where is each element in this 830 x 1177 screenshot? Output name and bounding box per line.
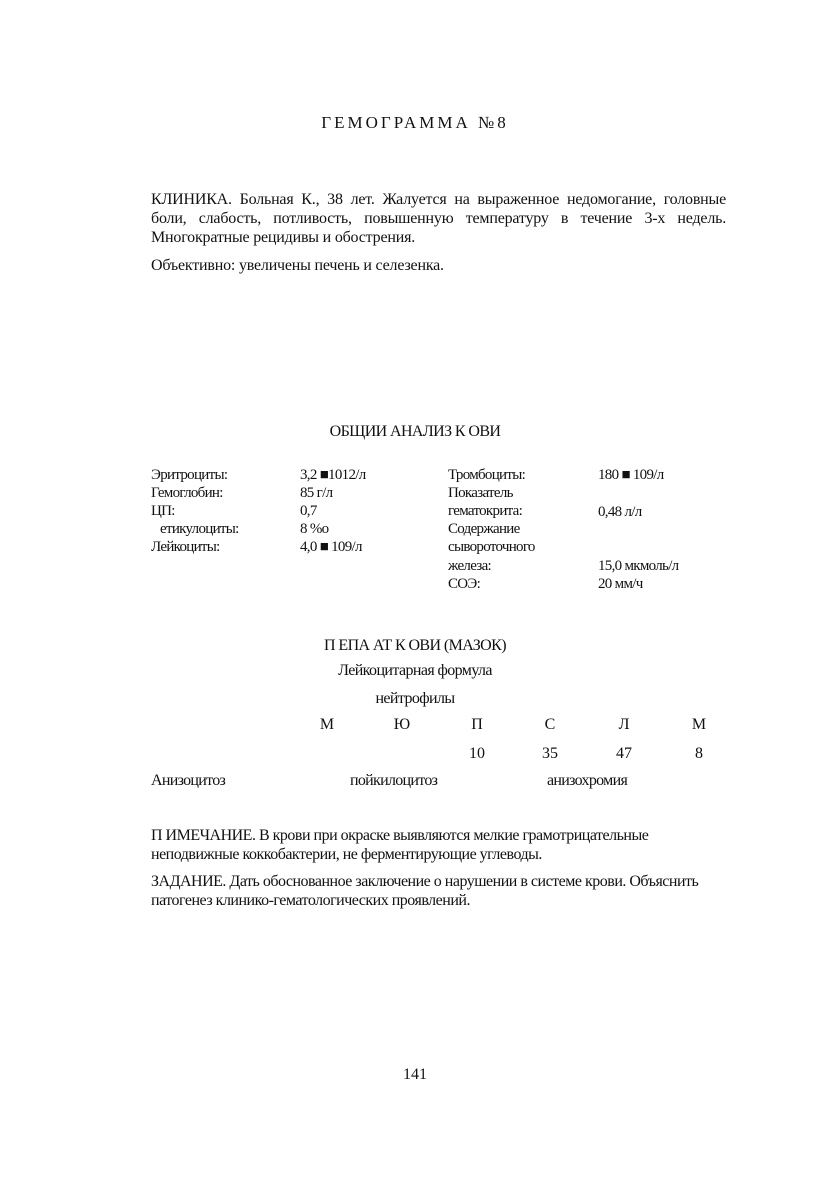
- label-iron-2: сывороточного: [448, 539, 535, 555]
- blood-analysis-heading: ОБЩИИ АНАЛИЗ К ОВИ: [329, 423, 501, 440]
- label-leukocytes: Лейкоциты:: [151, 539, 220, 555]
- value-erythrocytes: 3,2 ■1012/л: [300, 467, 366, 483]
- value-hemoglobin: 85 г/л: [300, 485, 333, 501]
- label-erythrocytes: Эритроциты:: [151, 467, 228, 483]
- neutrophils-label: нейтрофилы: [375, 690, 455, 707]
- formula-value-lymphocytes: 47: [616, 745, 632, 762]
- value-iron: 15,0 мкмоль/л: [598, 558, 679, 574]
- objective-paragraph: Объективно: увеличены печень и селезенка.: [151, 257, 444, 274]
- label-iron-1: Содержание: [448, 521, 520, 537]
- morphology-anisochromia: анизохромия: [547, 772, 628, 789]
- label-platelets: Тромбоциты:: [448, 467, 526, 483]
- label-hematocrit-2: гематокрита:: [448, 503, 523, 519]
- formula-header-segmented: С: [544, 716, 556, 733]
- label-iron-3: железа:: [448, 558, 492, 574]
- formula-value-band: 10: [469, 745, 485, 762]
- value-hematocrit: 0,48 л/л: [598, 504, 642, 520]
- label-esr: СОЭ:: [448, 576, 481, 592]
- label-hemoglobin: Гемоглобин:: [151, 485, 223, 501]
- formula-header-monocytes: М: [691, 716, 707, 733]
- clinic-paragraph: КЛИНИКА. Больная К., 38 лет. Жалуется на выраженное недомогание, головные боли, слабость, потливость, повышенную температуру в течение 3-х недель. Многократные рецидивы и обострения.: [151, 191, 726, 246]
- task-paragraph: ЗАДАНИЕ. Дать обоснованное заключение о нарушении в системе крови. Объяснить патогенез клинико-гематологических проявлений.: [151, 873, 699, 909]
- value-reticulocytes: 8 %о: [300, 521, 329, 537]
- morphology-anisocytosis: Анизоцитоз: [151, 772, 226, 789]
- formula-header-lymphocytes: Л: [618, 716, 630, 733]
- morphology-poikilocytosis: пойкилоцитоз: [350, 772, 438, 789]
- value-esr: 20 мм/ч: [598, 576, 643, 592]
- label-reticulocytes: етикулоциты:: [160, 521, 239, 537]
- value-platelets: 180 ■ 109/л: [598, 467, 664, 483]
- document-title: ГЕМОГРАММА №8: [321, 113, 509, 132]
- label-hematocrit-1: Показатель: [448, 485, 513, 501]
- smear-heading: П ЕПА АТ К ОВИ (МАЗОК): [324, 637, 506, 654]
- formula-header-myelocytes: М: [319, 716, 335, 733]
- formula-value-segmented: 35: [542, 745, 558, 762]
- value-leukocytes: 4,0 ■ 109/л: [300, 539, 362, 555]
- formula-header-band: П: [471, 716, 483, 733]
- formula-value-monocytes: 8: [695, 745, 703, 762]
- value-color-index: 0,7: [300, 503, 317, 519]
- page-number: 141: [403, 1066, 427, 1083]
- note-paragraph: П ИМЕЧАНИЕ. В крови при окраске выявляются мелкие грамотрицательные неподвижные коккобактерии, не ферментирующие углеводы.: [151, 827, 649, 863]
- leukocyte-formula-title: Лейкоцитарная формула: [338, 662, 492, 679]
- formula-header-young: Ю: [393, 716, 411, 733]
- label-color-index: ЦП:: [151, 503, 175, 519]
